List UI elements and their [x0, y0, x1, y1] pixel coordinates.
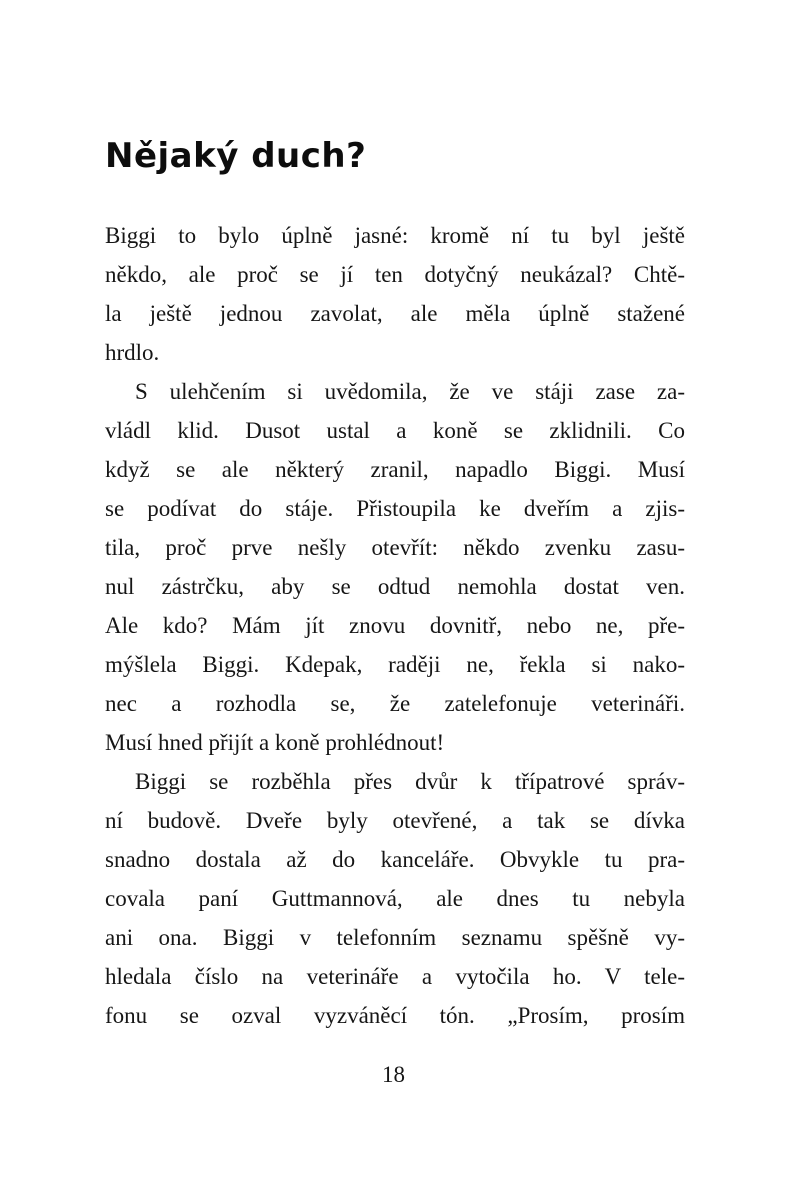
chapter-heading: Nějaký duch?	[105, 136, 367, 176]
paragraph	[105, 762, 685, 1035]
text-line: S ulehčením si uvědomila, že ve stáji zase za-	[135, 379, 685, 404]
text-line: hledala číslo na veterináře a vytočila ho. V tele-	[105, 964, 685, 989]
text-line: Biggi se rozběhla přes dvůr k třípatrové správ-	[135, 769, 685, 794]
text-line: Ale kdo? Mám jít znovu dovnitř, nebo ne, pře-	[105, 613, 685, 638]
text-line: snadno dostala až do kanceláře. Obvykle tu pra-	[105, 847, 685, 872]
text-line: Musí hned přijít a koně prohlédnout!	[105, 730, 445, 755]
text-line: Biggi to bylo úplně jasné: kromě ní tu byl ještě	[105, 223, 685, 248]
text-line: vládl klid. Dusot ustal a koně se zklidnili. Co	[105, 418, 685, 443]
text-line: tila, proč prve nešly otevřít: někdo zvenku zasu-	[105, 535, 685, 560]
text-line: když se ale některý zranil, napadlo Biggi. Musí	[105, 457, 685, 482]
text-line: se podívat do stáje. Přistoupila ke dveřím a zjis-	[105, 496, 685, 521]
text-line: mýšlela Biggi. Kdepak, raději ne, řekla si nako-	[105, 652, 685, 677]
text-line: covala paní Guttmannová, ale dnes tu nebyla	[105, 886, 685, 911]
text-line: hrdlo.	[105, 340, 160, 365]
text-line: nul zástrčku, aby se odtud nemohla dostat ven.	[105, 574, 685, 599]
page-number: 18	[382, 1062, 405, 1087]
paragraph	[105, 372, 685, 762]
paragraph	[105, 216, 685, 372]
text-block	[105, 134, 685, 1035]
text-line: ani ona. Biggi v telefonním seznamu spěšně vy-	[105, 925, 685, 950]
text-line: fonu se ozval vyzváněcí tón. „Prosím, prosím	[105, 1003, 685, 1028]
text-line: la ještě jednou zavolat, ale měla úplně stažené	[105, 301, 685, 326]
text-line: nec a rozhodla se, že zatelefonuje veterináři.	[105, 691, 685, 716]
text-line: ní budově. Dveře byly otevřené, a tak se dívka	[105, 808, 685, 833]
text-line: někdo, ale proč se jí ten dotyčný neukázal? Chtě-	[105, 262, 685, 287]
